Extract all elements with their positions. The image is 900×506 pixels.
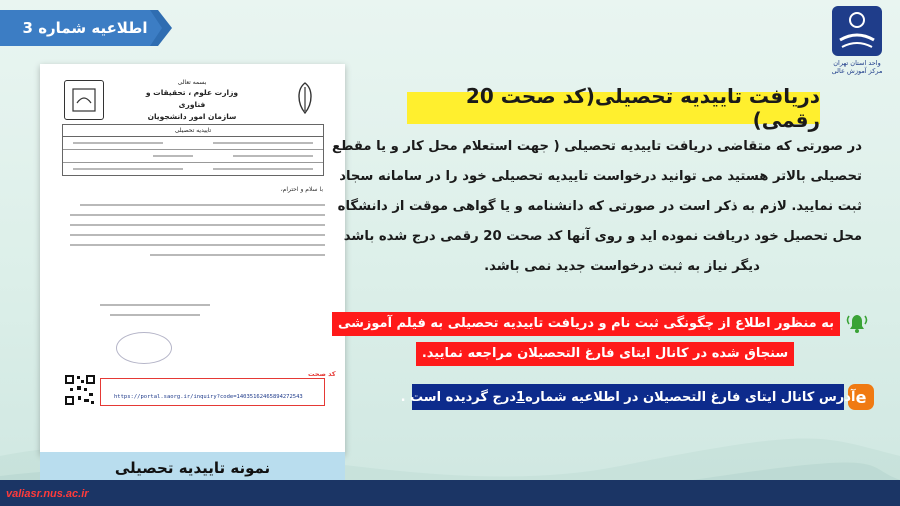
document-greeting: با سلام و احترام،	[280, 186, 323, 193]
iran-emblem-icon	[290, 78, 320, 118]
body-paragraph	[332, 132, 862, 282]
document-logo-left-icon	[69, 85, 99, 115]
eitaa-icon: e	[848, 384, 874, 410]
body-line: تحصیلی بالاتر هستید می توانید درخواست تاییدیه تحصیلی خود را در سامانه سجاد	[339, 169, 862, 184]
document-table-row	[63, 137, 323, 150]
logo-emblem	[832, 6, 882, 56]
qr-code-icon	[64, 374, 96, 406]
verification-code-label: کد صحت	[308, 370, 336, 378]
document-seal	[116, 332, 172, 364]
document-table-row	[63, 150, 323, 163]
university-logo	[826, 6, 888, 80]
document-header-text	[132, 78, 252, 122]
tutorial-notice	[337, 312, 840, 372]
eitaa-channel-notice	[400, 384, 856, 410]
logo-caption	[832, 59, 883, 75]
body-line: در صورتی که متقاضی دریافت تاییدیه تحصیلی ( جهت استعلام محل کار و یا مقطع	[332, 139, 862, 154]
document-header-line3: سازمان امور دانشجویان	[147, 111, 237, 121]
tutorial-notice-line2: سنجاق شده در کانال ایتای فارغ التحصیلان مراجعه نمایید.	[416, 342, 794, 366]
logo-emblem-icon	[832, 6, 882, 56]
certificate-sample-caption: نمونه تاییدیه تحصیلی	[40, 452, 345, 484]
logo-caption-line1: واحد استان تهران	[833, 59, 881, 67]
logo-caption-line2: مرکز آموزش عالی	[831, 67, 883, 76]
document-info-table	[62, 124, 324, 176]
page-title: دریافت تاییدیه تحصیلی(کد صحت 20 رقمی)	[407, 92, 820, 124]
eitaa-notice-text: آدرس کانال ایتای فارغ التحصیلان در اطلاعیه شماره	[525, 389, 856, 405]
body-line: ثبت نمایید. لازم به ذکر است در صورتی که دانشنامه و یا گواهی موقت از دانشگاه	[337, 199, 862, 214]
verification-link-text: https://portal.saorg.ir/inquiry?code=14035162465894272543	[114, 394, 303, 400]
notice-tab	[0, 10, 172, 46]
footer-bar	[0, 480, 900, 506]
tutorial-notice-line1: به منظور اطلاع از چگونگی ثبت نام و دریافت تاییدیه تحصیلی به فیلم آموزشی	[332, 312, 840, 336]
document-header	[52, 74, 332, 129]
document-table-row	[63, 163, 323, 176]
document-header-line1: بسمه تعالی	[177, 79, 207, 86]
eitaa-notice-suffix: درج گردیده است .	[400, 389, 517, 405]
certificate-sample-image	[40, 64, 345, 454]
document-header-line2: وزارت علوم ، تحقیقات و فناوری	[145, 88, 239, 109]
body-line: محل تحصیل خود دریافت نموده اید و روی آنها کد صحت 20 رقمی درج شده باشد	[343, 229, 862, 244]
eitaa-notice-number: 1	[516, 389, 526, 405]
document-logo-left	[64, 80, 104, 120]
footer-website-link[interactable]: valiasr.nus.ac.ir	[6, 488, 89, 500]
notice-tab-label: اطلاعیه شماره 3	[22, 19, 148, 37]
bell-icon	[844, 310, 870, 336]
body-line: دیگر نیاز به ثبت درخواست جدید نمی باشد.	[484, 259, 760, 274]
document-table-title: تاییدیه تحصیلی	[63, 125, 323, 137]
verification-code-highlight	[100, 378, 325, 406]
